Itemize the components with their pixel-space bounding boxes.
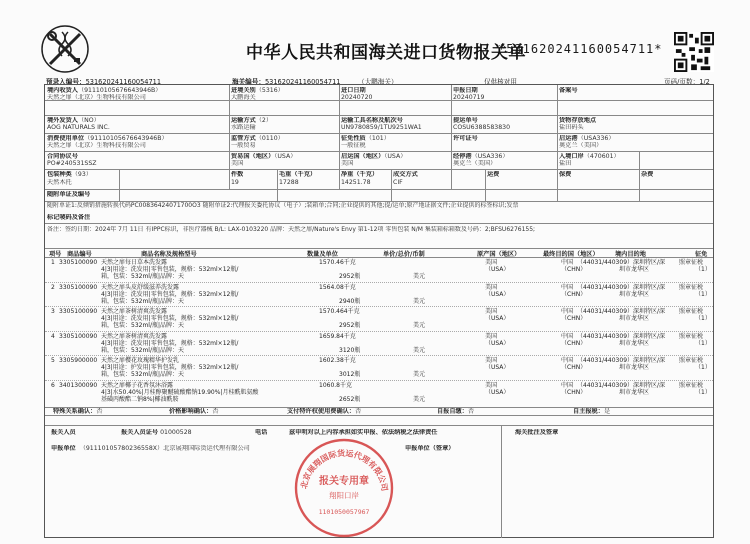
goods-name: 天然之扉每日草本洗发露 — [101, 259, 168, 266]
goods-dest-code: （CHN） — [561, 290, 587, 298]
customs-note-label: 海关批注及签章 — [515, 429, 559, 436]
goods-levy1: 照章征税 — [679, 381, 704, 389]
goods-qty2: 3120瓶 — [339, 346, 361, 354]
goods-qty2: 2952瓶 — [339, 322, 361, 329]
vessel-value: UN9780859/1TU9251WA1 — [341, 124, 422, 131]
goods-spec2: 箱，包装：532ml/瓶|品牌：天 — [101, 371, 185, 378]
goods-levy2: （1） — [695, 388, 711, 396]
declare-date-label: 申报日期 — [453, 87, 478, 94]
bl-value: COSU6388583830 — [453, 124, 511, 131]
departure-port-field: 启运港（USA336） — [559, 135, 615, 142]
goods-code: 3401300090 — [59, 381, 98, 389]
customs-emblem-icon — [40, 24, 90, 74]
bl-label: 提运单号 — [453, 117, 478, 124]
import-date-value: 20240720 — [341, 94, 373, 101]
goods-levy2: （1） — [695, 290, 711, 298]
goods-header-seq: 项号 — [49, 251, 62, 258]
goods-row-divider — [45, 306, 713, 307]
departure-port-value: 奥克兰（美国） — [559, 142, 603, 149]
goods-levy2: （1） — [695, 266, 711, 273]
storage-label: 货物存放地点 — [559, 117, 597, 124]
goods-dest-code: （CHN） — [561, 315, 587, 322]
phone-label: 电话 — [255, 429, 268, 436]
goods-domestic1: （44031/440309）深圳特区/深 — [577, 308, 666, 315]
trade-country-field: 贸易国（地区）（USA） — [231, 153, 297, 160]
goods-qty1: 1564.08千克 — [319, 283, 356, 291]
goods-spec2: 箱，包装：532ml/瓶|品牌：天 — [101, 322, 185, 329]
document-title: 中华人民共和国海关进口货物报关单 — [246, 43, 526, 63]
goods-origin-code: （USA） — [485, 266, 510, 273]
supervision-field: 监管方式（0110） — [231, 135, 284, 142]
stamp-place-text: 翔阳口岸 — [329, 491, 359, 500]
net-weight-value: 14251.78 — [341, 179, 371, 186]
levy-value: 一般征税 — [341, 142, 366, 149]
insurance-label: 保费 — [559, 171, 572, 178]
goods-origin-code: （USA） — [485, 388, 510, 396]
consignee-name: 天然之扉（北京）生物科技有限公司 — [47, 94, 146, 101]
self-pay-confirm: 自主报税：是 — [573, 408, 611, 415]
goods-row-divider — [45, 331, 713, 332]
filing-no-label: 备案号 — [559, 87, 578, 94]
goods-dest-name: 中国 — [561, 308, 574, 315]
goods-code: 3305100090 — [59, 283, 98, 291]
goods-levy1: 照章征税 — [679, 308, 704, 315]
goods-spec2: 箱，包装：532ml/瓶|品牌：天 — [101, 273, 185, 280]
freight-label: 运费 — [487, 171, 500, 178]
package-field: 包装种类（93） — [47, 171, 92, 178]
self-report-confirm: 自报自缴：否 — [437, 408, 475, 415]
goods-currency: 美元 — [413, 273, 426, 280]
goods-qty2: 3012瓶 — [339, 371, 361, 378]
declarant-label: 报关人员 — [51, 429, 76, 436]
goods-header-name: 商品名称及规格型号 — [141, 251, 197, 258]
goods-spec2: 箱，包装：532ml/瓶|品牌：天 — [101, 297, 185, 305]
consumer-name: 天然之扉（北京）生物科技有限公司 — [47, 142, 146, 149]
goods-qty1: 1060.8千克 — [319, 381, 352, 389]
customs-number: 海关编号：531620241160054711 — [232, 78, 341, 86]
goods-qty1: 1570.46千克 — [319, 259, 356, 266]
goods-dest-name: 中国 — [561, 332, 574, 340]
via-port-field: 经停港（USA336） — [453, 153, 509, 160]
goods-domestic1: （44031/440309）深圳特区/深 — [577, 381, 666, 389]
goods-header-origin: 原产国（地区） — [477, 251, 521, 258]
goods-header-price: 单价/总价/币制 — [383, 251, 425, 258]
goods-qty2: 2940瓶 — [339, 297, 361, 305]
transport-field: 运输方式（2） — [231, 117, 273, 124]
goods-dest-code: （CHN） — [561, 339, 587, 347]
goods-row-divider — [45, 380, 713, 381]
goods-header-code: 商品编号 — [67, 251, 92, 258]
origin-country-field: 启运国（地区）（USA） — [341, 153, 407, 160]
special-relation-confirm: 特殊关系确认：否 — [53, 408, 103, 415]
goods-currency: 美元 — [413, 395, 426, 403]
goods-row-divider — [45, 355, 713, 356]
docs-label: 随附单证及编号 — [47, 191, 91, 198]
misc-label: 杂费 — [641, 171, 654, 178]
contract-label: 合同协议号 — [47, 153, 78, 160]
goods-name: 天然之扉茶树清爽洗发露 — [101, 308, 168, 315]
price-influence-confirm: 价格影响确认：否 — [169, 408, 219, 415]
goods-name: 天然之扉樱花玫瑰精华护发乳 — [101, 357, 180, 364]
goods-qty2: 2652瓶 — [339, 395, 361, 403]
declare-date-value: 20240719 — [453, 94, 485, 101]
goods-currency: 美元 — [413, 322, 426, 329]
package-value: 天然木托 — [47, 179, 72, 186]
goods-origin-name: 美国 — [485, 357, 498, 364]
marks-label: 标记唛码及备注 — [47, 214, 91, 221]
goods-currency: 美元 — [413, 346, 426, 354]
entry-port-field: 进境关别（5316） — [231, 87, 284, 94]
shipper-field: 境外发货人（NO） — [47, 117, 100, 124]
goods-qty1: 1659.84千克 — [319, 332, 356, 340]
storage-value: 盐田码头 — [559, 124, 584, 131]
goods-levy1: 照章征税 — [679, 259, 704, 266]
terms-value: CIF — [393, 179, 403, 186]
declaring-unit: 申报单位 （91110105780236558X）北京展翔国际货运代理有限公司 — [51, 445, 250, 452]
goods-levy2: （1） — [695, 315, 711, 322]
goods-seq: 4 — [51, 332, 55, 340]
goods-origin-name: 美国 — [485, 259, 498, 266]
goods-origin-name: 美国 — [485, 283, 498, 291]
goods-seq: 3 — [51, 308, 55, 315]
goods-seq: 6 — [51, 381, 55, 389]
consumer-field: 消费使用单位（91110105676643946B） — [47, 135, 168, 142]
goods-seq: 2 — [51, 283, 55, 291]
goods-currency: 美元 — [413, 297, 426, 305]
marks-value: 备注：签约日期：2024年 7月 11日 有IPPC标识，非医疗器械 B/L: LAX-0103220 品牌：天然之扉/Nature's Envy 第1-12项 零售包装 N/M 集装箱标箱数及号码：2;BFSU6276155; — [47, 226, 536, 233]
goods-code: 3305900000 — [59, 357, 98, 364]
goods-spec2: 基磺丙酸酯二钠8%|椰油酰胺 — [101, 395, 179, 403]
goods-row-divider — [45, 282, 713, 283]
goods-domestic1: （44031/440309）深圳特区/深 — [577, 259, 666, 266]
pieces-value: 19 — [231, 179, 239, 186]
goods-header-levy: 征免 — [695, 251, 708, 258]
goods-dest-name: 中国 — [561, 259, 574, 266]
declaring-unit-seal: 申报单位（签章） — [405, 445, 455, 452]
goods-code: 3305100090 — [59, 259, 98, 266]
goods-domestic2: 圳市龙华区 — [619, 364, 650, 371]
entry-place-field: 入境口岸（470601） — [559, 153, 620, 160]
goods-dest-code: （CHN） — [561, 364, 587, 371]
goods-domestic1: （44031/440309）深圳特区/深 — [577, 357, 666, 364]
vessel-label: 运输工具名称及航次号 — [341, 117, 403, 124]
goods-code: 3305100090 — [59, 308, 98, 315]
via-port-value: 奥克兰（美国） — [453, 160, 497, 167]
shipper-name: AOG NATURALS INC. — [47, 124, 110, 131]
entry-port-value: 大鹏海关 — [231, 94, 256, 101]
goods-dest-code: （CHN） — [561, 266, 587, 273]
goods-dest-name: 中国 — [561, 357, 574, 364]
goods-name: 天然之扉头皮舒缓滋养洗发露 — [101, 283, 180, 291]
goods-seq: 1 — [51, 259, 55, 266]
goods-spec2: 箱，包装：532ml/瓶|品牌：天 — [101, 346, 185, 354]
gross-weight-value: 17288 — [279, 179, 299, 186]
goods-origin-code: （USA） — [485, 339, 510, 347]
goods-header-qty: 数量及单位 — [307, 251, 338, 258]
goods-levy2: （1） — [695, 364, 711, 371]
goods-origin-name: 美国 — [485, 381, 498, 389]
royalty-confirm: 支付特许权使用费确认：否 — [287, 408, 362, 415]
transport-value: 水路运输 — [231, 124, 256, 131]
goods-header-dest: 最终目的国（地区） — [543, 251, 599, 258]
goods-spec1: 4|3|用途：洗发用|零售包装，规格：532ml×12瓶/ — [101, 339, 239, 347]
goods-spec1: 4|3|用途：洗发用|零售包装，规格：532ml×12瓶/ — [101, 266, 239, 273]
goods-dest-name: 中国 — [561, 283, 574, 291]
declarant-cert: 报关人员证号 01000528 — [121, 429, 192, 436]
goods-domestic2: 圳市龙华区 — [619, 315, 650, 322]
origin-country-value: 美国 — [341, 160, 354, 167]
goods-domestic2: 圳市龙华区 — [619, 290, 650, 298]
customs-declaration-stamp — [292, 436, 396, 540]
check-only-note: 仅供核对用 — [484, 78, 517, 86]
goods-qty1: 1602.38千克 — [319, 357, 356, 364]
pre-entry-number: 预录入编号：531620241160054711 — [46, 78, 162, 86]
consignee-field: 境内收货人（91110105676643946B） — [47, 87, 162, 94]
goods-name: 天然之扉茶树清爽洗发露 — [101, 332, 168, 340]
goods-seq: 5 — [51, 357, 55, 364]
gross-weight-label: 毛重（千克） — [279, 171, 317, 178]
goods-origin-name: 美国 — [485, 308, 498, 315]
customs-name: （大鹏海关） — [358, 78, 398, 86]
goods-levy1: 照章征税 — [679, 332, 704, 340]
stamp-serial-text: 1101050057967 — [318, 508, 370, 516]
goods-qty1: 1570.464千克 — [319, 308, 360, 315]
pieces-label: 件数 — [231, 171, 244, 178]
goods-domestic1: （44031/440309）深圳特区/深 — [577, 332, 666, 340]
entry-place-value: 盐田 — [559, 160, 572, 167]
goods-origin-name: 美国 — [485, 332, 498, 340]
docs-value: 随附单证1:反倾销措施转换代码PC00836424071700O3 随附单证2:代理报关委托协议（电子）;装箱单;合同;企业提供的其他;提/运单;原产地证据文件;企业提供的标签标识;发票 — [47, 202, 519, 209]
goods-spec1: 4|3|水50.40%|月桂醇聚醚硫酸酯钠19.90%|月桂酰肌氨酸 — [101, 388, 259, 396]
goods-levy1: 照章征税 — [679, 357, 704, 364]
trade-country-value: 美国 — [231, 160, 244, 167]
goods-origin-code: （USA） — [485, 315, 510, 322]
contract-value: PO#240531SSZ — [47, 160, 97, 167]
license-label: 许可证号 — [453, 135, 478, 142]
stamp-center-text: 报关专用章 — [319, 476, 369, 487]
qr-code-icon — [674, 32, 714, 72]
goods-spec1: 4|3|用途：洗发用|零售包装，规格：532ml×12瓶/ — [101, 290, 239, 298]
goods-dest-code: （CHN） — [561, 388, 587, 396]
terms-label: 成交方式 — [393, 171, 418, 178]
goods-name: 天然之扉椰子花香氛沐浴露 — [101, 381, 174, 389]
goods-origin-code: （USA） — [485, 364, 510, 371]
goods-spec1: 4|3|用途：护发用|零售包装，规格：532ml×12瓶/ — [101, 364, 239, 371]
goods-levy1: 照章征税 — [679, 283, 704, 291]
goods-dest-name: 中国 — [561, 381, 574, 389]
stamp-ring-text: 北京展翔国际货运代理有限公司 — [299, 448, 390, 492]
page-number: 页码/页数：1/2 — [664, 78, 710, 86]
goods-code: 3305100090 — [59, 332, 98, 340]
goods-header-domestic: 境内目的地 — [615, 251, 646, 258]
goods-currency: 美元 — [413, 371, 426, 378]
barcode-number: *531620241160054711* — [498, 42, 663, 56]
goods-spec1: 4|3|用途：洗发用|零售包装，规格：532ml×12瓶/ — [101, 315, 239, 322]
goods-domestic2: 圳市龙华区 — [619, 388, 650, 396]
legal-statement: 兹申明对以上内容承担如实申报、依法纳税之法律责任 — [289, 429, 438, 436]
net-weight-label: 净重（千克） — [341, 171, 379, 178]
goods-domestic2: 圳市龙华区 — [619, 339, 650, 347]
goods-domestic1: （44031/440309）深圳特区/深 — [577, 283, 666, 291]
goods-origin-code: （USA） — [485, 290, 510, 298]
goods-qty2: 2952瓶 — [339, 273, 361, 280]
goods-domestic2: 圳市龙华区 — [619, 266, 650, 273]
goods-levy2: （1） — [695, 339, 711, 347]
import-date-label: 进口日期 — [341, 87, 366, 94]
levy-field: 征免性质（101） — [341, 135, 390, 142]
supervision-value: 一般贸易 — [231, 142, 256, 149]
